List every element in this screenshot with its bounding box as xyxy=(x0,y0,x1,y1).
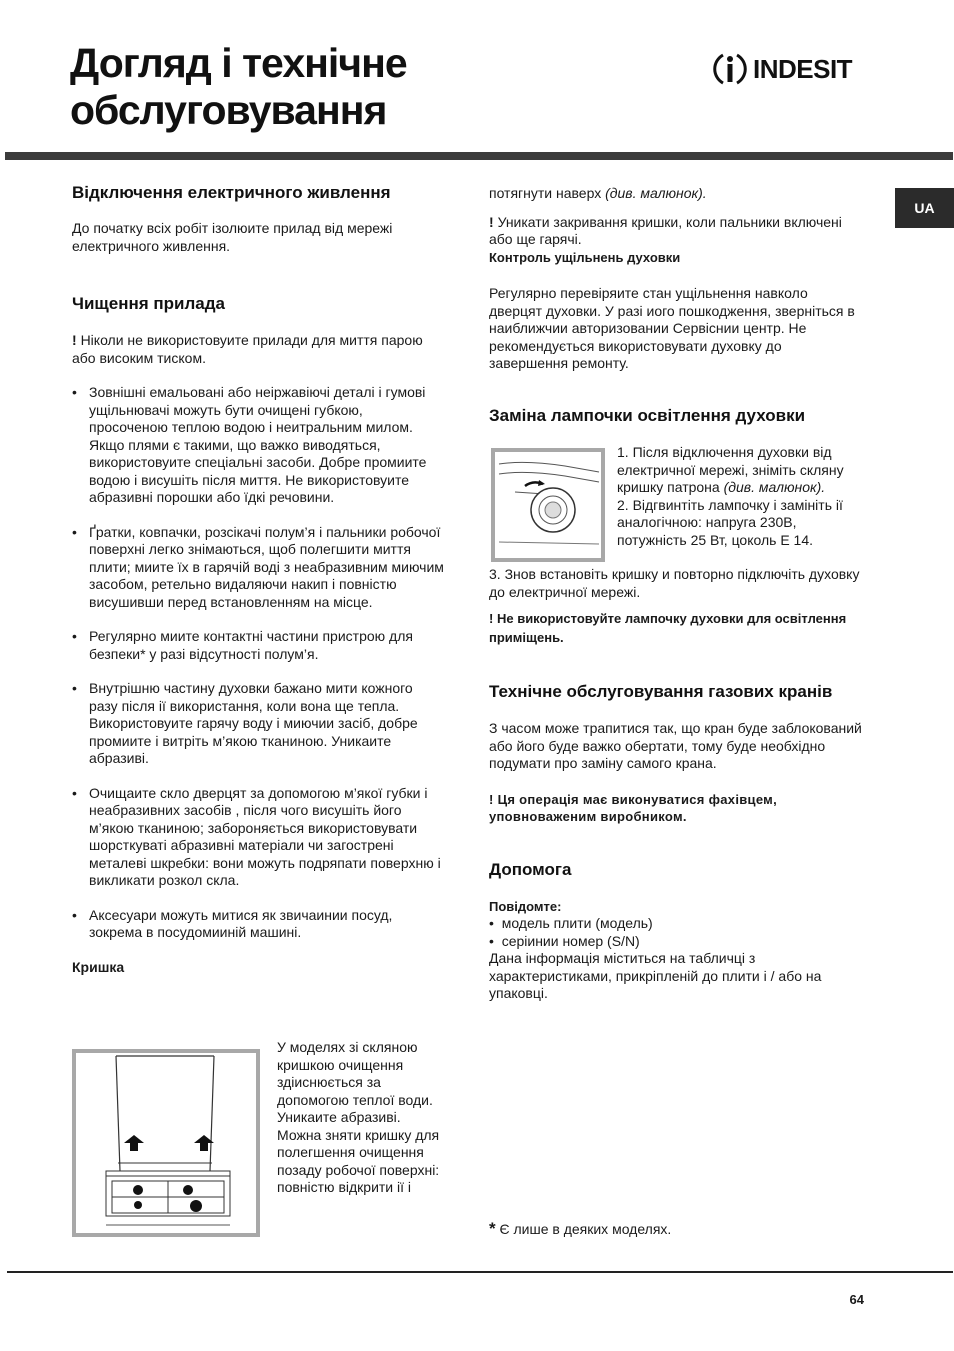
lid-illustration xyxy=(76,1053,256,1233)
lid-text-2: Можна зняти кришку для полегшення очищення позаду робочої поверхні: повністю відкрити ії і xyxy=(277,1126,440,1195)
lid-diagram xyxy=(72,1049,260,1237)
lid-warning: ! Уникати закривання кришки, коли пальники включені або ще гарячі. xyxy=(489,213,842,247)
power-text: До початку всіх робіт ізолюите прилад від мережі електричного живлення. xyxy=(72,220,393,254)
lamp-warning: ! Не використовуйте лампочку духовки для освітлення приміщень. xyxy=(489,611,847,645)
list-item: • Зовнішні емальовані або неіржавіючі деталі і гумові ущільнювачі можуть бути очищені губкою, просоченою теплою водою і неитральним милом. Якщо плями є такими, що важко виводяться, використовуите спеціальні засоби. Добре промиите водою і висушіть після миття. Не використовуите абразивні порошки або їдкі речовини. xyxy=(72,384,444,507)
left-column xyxy=(72,183,444,976)
section-heading-lamp: Заміна лампочки освітлення духовки xyxy=(489,405,806,425)
title-line-2: обслуговування xyxy=(70,87,387,133)
help-subheading: Повідомте: xyxy=(489,898,562,914)
section-heading-power: Відключення електричного живлення xyxy=(72,183,391,202)
seal-text: Регулярно перевіряите стан ущільнення навколо дверцят духовки. У разі иого пошкодження, зверніться в наиближчии авторизовании Сервіснии центр. Не рекомендується використовувати духовку до завершення ремонту. xyxy=(489,285,855,371)
list-item: • Очищаите скло дверцят за допомогою м’якої губки і неабразивних засобів , після чого висушіть його м’якою тканиною; забороняється використовувати шорсткуваті абразивні матеріали чи загострені металеві шкребки: вони можуть подряпати поверхню і викликати розкол скла. xyxy=(72,785,444,890)
section-heading-gas: Технічне обслуговування газових кранів xyxy=(489,682,833,701)
brand-logo-icon xyxy=(711,50,749,88)
list-item: • серіинии номер (S/N) xyxy=(489,932,640,949)
brand-name: INDESIT xyxy=(753,53,853,84)
lid-text-1: У моделях зі скляною кришкою очищення здіиснюється за допомогою теплої води. Уникаите абразиві. xyxy=(277,1039,433,1125)
section-heading-cleaning: Чищення прилада xyxy=(72,294,225,313)
lamp-illustration xyxy=(495,452,601,558)
footnote-mark: * xyxy=(489,1219,496,1238)
list-item: • Регулярно миите контактні частини пристрою для безпеки* у разі відсутності полум’я. xyxy=(72,628,444,663)
language-tab: UA xyxy=(895,188,954,228)
list-item: • Аксесуари можуть митися як звичаинии посуд, зокрема в посудомииній машині. xyxy=(72,907,444,942)
gas-text: З часом може трапитися так, що кран буде заблокований або його буде важко обертати, тому буде необхідно подумати про заміну самого крана. xyxy=(489,720,862,771)
lid-heading: Кришка xyxy=(72,958,125,975)
title-line-1: Догляд і технічне xyxy=(70,40,407,86)
lid-text-block xyxy=(277,1039,447,1197)
footer-divider xyxy=(7,1271,953,1273)
right-column-lower xyxy=(489,566,864,1003)
page-title xyxy=(70,40,407,134)
list-item: • Ґратки, ковпачки, розсікачі полум’я і пальники робочої поверхні легко знімаються, щоб полегшити миття плити; миите їх в гарячій воді з неабразивним миючим засобом, ретельно видаляючи накип і повністю висушивши перед встановленням на місце. xyxy=(72,524,444,612)
lamp-step-3: 3. Знов встановіть кришку и повторно підключіть духовку до електричної мережі. xyxy=(489,566,860,600)
brand-logo xyxy=(711,50,852,88)
lamp-steps xyxy=(617,444,865,549)
warning-mark: ! xyxy=(489,213,494,230)
warning-mark: ! xyxy=(489,611,494,626)
header-divider xyxy=(5,152,953,160)
lamp-step-1: 1. Після відключення духовки від електричної мережі, зніміть скляну кришку патрона (див. малюнок). xyxy=(617,444,844,495)
lamp-diagram xyxy=(491,448,605,562)
lid-continued: потягнути наверх (див. малюнок). xyxy=(489,185,707,201)
gas-warning: ! Ця операція має виконуватися фахівцем, уповноваженим виробником. xyxy=(489,791,778,824)
lamp-step-2: 2. Відгвинтіть лампочку і замініть ії аналогічною: напруга 230В, потужність 25 Вт, цоколь E 14. xyxy=(617,496,843,548)
list-item: • модель плити (модель) xyxy=(489,915,653,931)
list-item: • Внутрішню частину духовки бажано мити кожного разу після ії використання, коли вона ще тепла. Використовуите гарячу воду і миючии засіб, добре промиите і витріть м’якою тканиною. Уникаите абразиві. xyxy=(72,680,444,768)
warning-mark: ! xyxy=(72,332,77,348)
help-text: Дана інформація міститься на табличці з характеристиками, прикріпленій до плити і / або на упаковці. xyxy=(489,950,822,1001)
cleaning-warning: ! Ніколи не використовуите прилади для миття парою або високим тиском. xyxy=(72,332,423,366)
right-column xyxy=(489,185,864,426)
footnote: * Є лише в деяких моделях. xyxy=(489,1219,672,1238)
section-heading-help: Допомога xyxy=(489,859,572,879)
page-number: 64 xyxy=(849,1292,864,1307)
seal-heading: Контроль ущільнень духовки xyxy=(489,249,681,265)
warning-mark: ! xyxy=(489,791,494,807)
